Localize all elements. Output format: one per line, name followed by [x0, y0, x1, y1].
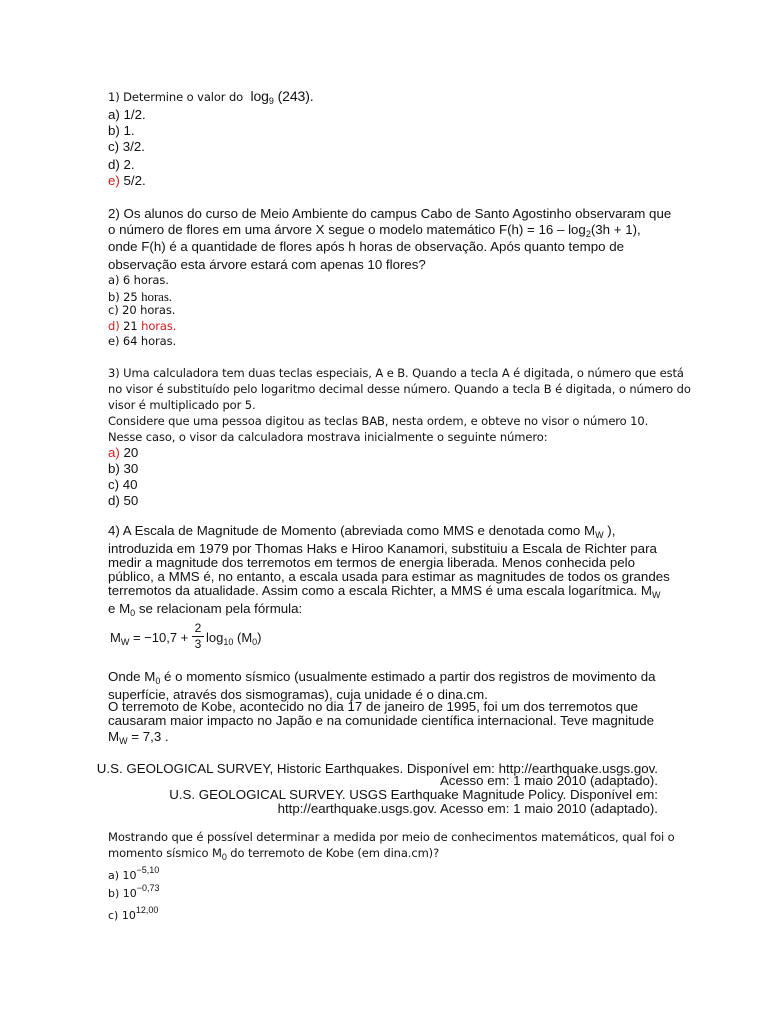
- q3-line-5: Nesse caso, o visor da calculadora mostrava inicialmente o seguinte número:: [108, 430, 548, 444]
- q3-option-c: c) 40: [108, 477, 138, 492]
- reference-3: U.S. GEOLOGICAL SURVEY. USGS Earthquake Magnitude Policy. Disponível em:: [169, 787, 658, 802]
- q2-line-2: [108, 222, 641, 239]
- formula-mid: = −10,7 +: [129, 630, 189, 645]
- q4-option-b-base: b) 10: [108, 887, 137, 900]
- q2-option-d-word: horas.: [141, 319, 177, 333]
- q1-option-c: c) 3/2.: [108, 139, 145, 154]
- q2-line-1: 2) Os alunos do curso de Meio Ambiente do campus Cabo de Santo Agostinho observaram que: [108, 206, 672, 221]
- q2-line-3: onde F(h) é a quantidade de flores após h horas de observação. Após quanto tempo de: [108, 239, 624, 254]
- q4-line-3: medir a magnitude dos terremotos em termos de energia liberada. Menos conhecida pelo: [108, 555, 635, 570]
- moment-magnitude-formula: [110, 622, 290, 654]
- q4-option-c-exp: 12,00: [135, 905, 159, 915]
- q3-option-a-letter: a): [108, 445, 120, 460]
- q1-option-e-text: 5/2.: [119, 173, 146, 188]
- q4-line-11a: M: [108, 729, 120, 744]
- q3-option-a: [108, 446, 138, 459]
- q2-option-d-letter: d): [108, 319, 120, 333]
- q1-log-base: 9: [268, 96, 274, 106]
- q4-line-6-sub: 0: [130, 608, 136, 618]
- q4-option-b: [108, 883, 160, 900]
- q2-line-2a: o número de flores em uma árvore X segue o modelo matemático F(h) = 16 – log: [108, 222, 586, 237]
- q3-option-a-text: 20: [119, 445, 139, 460]
- q4-option-a-exp: −5,10: [136, 865, 160, 875]
- reference-1: U.S. GEOLOGICAL SURVEY, Historic Earthquakes. Disponível em: http://earthquake.usgs.gov.: [96, 761, 658, 776]
- q4-onde-sub: 0: [155, 676, 161, 686]
- q4-line-1b: ),: [603, 523, 616, 538]
- formula-arg-sub: 0: [252, 637, 258, 647]
- formula-lhs-sub: W: [120, 637, 130, 647]
- q2-line-4: observação esta árvore estará com apenas 10 flores?: [108, 257, 426, 272]
- q2-option-d: [108, 321, 176, 333]
- q4-question-2b: do terremoto de Kobe (em dina.cm)?: [226, 846, 440, 860]
- q4-option-c: [108, 905, 159, 922]
- q4-line-1: [108, 523, 616, 540]
- q4-line-5a: terremotos da atualidade. Assim como a escala Richter, a MMS é uma escala logarítmica. M: [108, 583, 652, 598]
- q4-question-1: Mostrando que é possível determinar a medida por meio de conhecimentos matemáticos, qual foi o: [108, 830, 675, 844]
- q1-log-word: log: [250, 88, 269, 104]
- formula-arg: (M: [233, 630, 253, 645]
- q4-question-2a: momento sísmico M: [108, 846, 222, 860]
- q4-line-11-sub: W: [119, 736, 128, 746]
- q1-log-arg: (243).: [273, 88, 314, 104]
- q1-option-e: [108, 174, 146, 187]
- q4-question-2: [108, 848, 439, 860]
- formula-log-base: 10: [223, 637, 234, 647]
- q4-onde-b: é o momento sísmico (usualmente estimado a partir dos registros de movimento da: [160, 669, 656, 684]
- q2-option-b-num: b) 25: [108, 290, 142, 304]
- q2-option-e: e) 64 horas.: [108, 334, 177, 348]
- reference-4: http://earthquake.usgs.gov. Acesso em: 1 maio 2010 (adaptado).: [277, 801, 658, 816]
- q4-line-5-sub: W: [651, 590, 661, 600]
- formula-lhs-m: M: [110, 630, 121, 645]
- q2-option-b-word: horas.: [141, 289, 172, 304]
- q4-onde-a: Onde M: [108, 669, 156, 684]
- formula-numerator: 2: [194, 621, 202, 635]
- q2-option-a: a) 6 horas.: [108, 273, 169, 287]
- q4-line-6a: e M: [108, 601, 131, 616]
- q4-line-6: [108, 601, 303, 618]
- q4-question-2-sub: 0: [221, 852, 227, 862]
- q4-line-10: causaram maior impacto no Japão e na comunidade científica internacional. Teve magnitude: [108, 713, 654, 728]
- q4-mw-sub: W: [595, 530, 604, 540]
- q4-line-2: introduzida em 1979 por Thomas Haks e Hiroo Kanamori, substituiu a Escala de Richter para: [108, 541, 657, 556]
- reference-2: Acesso em: 1 maio 2010 (adaptado).: [439, 773, 658, 788]
- formula-rhs: [206, 630, 262, 645]
- formula-log: log: [206, 630, 224, 645]
- q4-option-c-base: c) 10: [108, 909, 136, 922]
- q4-option-a: [108, 865, 160, 882]
- q4-option-a-base: a) 10: [108, 869, 137, 882]
- q2-log-base: 2: [585, 229, 591, 239]
- q4-line-6b: se relacionam pela fórmula:: [135, 601, 303, 616]
- q2-line-2b: (3h + 1),: [590, 222, 641, 237]
- q4-line-4: público, a MMS é, no entanto, a escala usada para estimar as magnitudes de todos os grandes: [108, 569, 670, 584]
- q2-option-c: c) 20 horas.: [108, 303, 176, 317]
- q3-line-2: no visor é substituído pelo logaritmo decimal desse número. Quando a tecla B é digitada, o número do: [108, 382, 691, 396]
- q4-line-11: [108, 729, 169, 746]
- q1-option-a: a) 1/2.: [108, 107, 146, 122]
- q3-option-d: d) 50: [108, 493, 139, 508]
- q1-log: [247, 88, 314, 104]
- formula-denominator: 3: [194, 637, 202, 651]
- q1-stem-text: 1) Determine o valor do: [108, 90, 244, 104]
- q2-option-b: [108, 290, 172, 304]
- q4-line-9: O terremoto de Kobe, acontecido no dia 17 de janeiro de 1995, foi um dos terremotos que: [108, 699, 638, 714]
- q4-onde: [108, 669, 656, 686]
- q1-stem: [108, 89, 314, 104]
- q4-line-1a: 4) A Escala de Magnitude de Momento (abreviada como MMS e denotada como M: [108, 523, 596, 538]
- q3-line-4: Considere que uma pessoa digitou as teclas BAB, nesta ordem, e obteve no visor o número 10.: [108, 414, 649, 428]
- q3-option-b: b) 30: [108, 461, 139, 476]
- formula-fraction: [192, 622, 204, 651]
- q1-option-d: d) 2.: [108, 157, 135, 172]
- q3-line-1: 3) Uma calculadora tem duas teclas especiais, A e B. Quando a tecla A é digitada, o número que está: [108, 366, 684, 380]
- q4-option-b-exp: −0,73: [136, 883, 160, 893]
- q4-line-8: superfície, através dos sismogramas), cuja unidade é o dina.cm.: [108, 687, 488, 702]
- q2-option-d-num: 21: [119, 319, 142, 333]
- q3-line-3: visor é multiplicado por 5.: [108, 398, 256, 412]
- q1-option-e-letter: e): [108, 173, 120, 188]
- q4-line-11b: = 7,3 .: [127, 729, 169, 744]
- q1-option-b: b) 1.: [108, 123, 135, 138]
- formula-close: ): [257, 630, 262, 645]
- formula-lhs: [110, 630, 188, 645]
- q4-line-5: [108, 583, 661, 600]
